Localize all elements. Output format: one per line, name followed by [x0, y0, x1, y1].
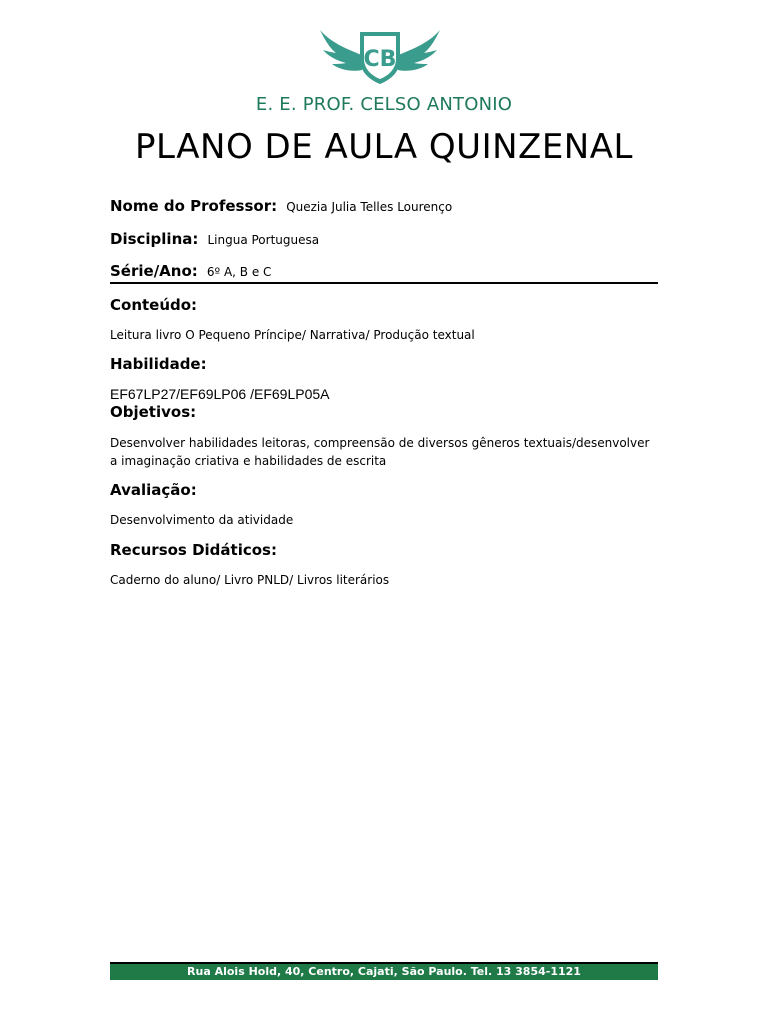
serie-row — [110, 261, 271, 280]
page-title: PLANO DE AULA QUINZENAL — [135, 127, 633, 167]
recursos-text: Caderno do aluno/ Livro PNLD/ Livros literários — [110, 573, 390, 587]
disciplina-label: Disciplina: — [110, 230, 199, 248]
avaliacao-text: Desenvolvimento da atividade — [110, 513, 294, 527]
conteudo-title: Conteúdo: — [110, 296, 198, 314]
objetivos-title: Objetivos: — [110, 403, 197, 421]
habilidade-title: Habilidade: — [110, 355, 207, 373]
avaliacao-title: Avaliação: — [110, 481, 197, 499]
professor-row — [110, 196, 452, 215]
footer-address-bar: Rua Alois Hold, 40, Centro, Cajati, São Paulo. Tel. 13 3854-1121 — [110, 962, 658, 980]
disciplina-value: Lingua Portuguesa — [207, 233, 320, 247]
header-divider — [110, 282, 658, 284]
objetivos-text: Desenvolver habilidades leitoras, compreensão de diversos gêneros textuais/desenvolver a imaginação criativa e habilidades de escrita — [110, 436, 650, 468]
logo-monogram: CB — [363, 47, 397, 72]
winged-shield-logo — [320, 26, 440, 86]
serie-label: Série/Ano: — [110, 262, 198, 280]
conteudo-text: Leitura livro O Pequeno Príncipe/ Narrativa/ Produção textual — [110, 328, 475, 342]
serie-value: 6º A, B e C — [206, 265, 272, 279]
habilidade-codes: EF67LP27/EF69LP06 /EF69LP05A — [110, 386, 330, 402]
professor-label: Nome do Professor: — [110, 197, 278, 215]
professor-value: Quezia Julia Telles Lourenço — [286, 200, 453, 214]
disciplina-row — [110, 229, 319, 248]
school-name: E. E. PROF. CELSO ANTONIO — [255, 94, 513, 115]
recursos-title: Recursos Didáticos: — [110, 541, 277, 559]
